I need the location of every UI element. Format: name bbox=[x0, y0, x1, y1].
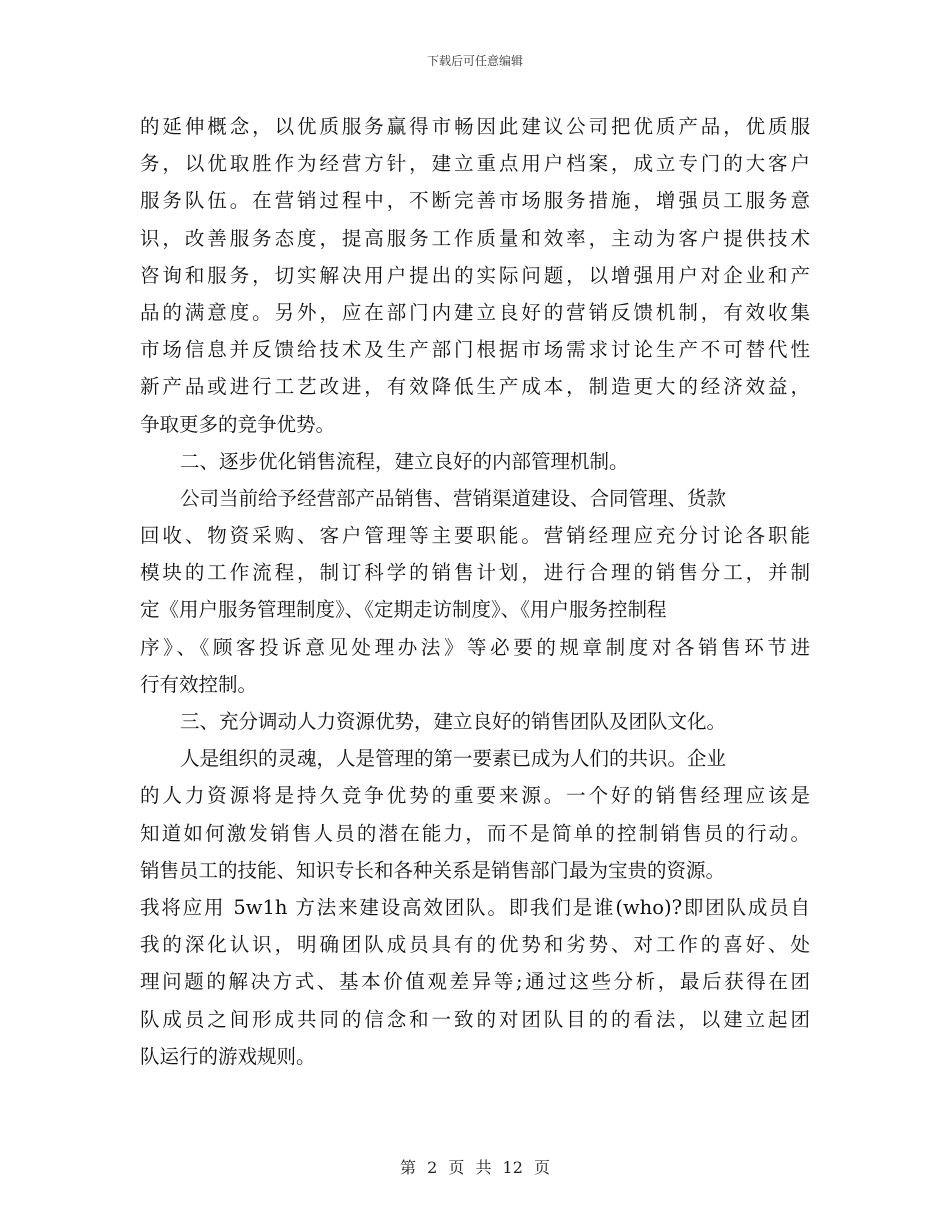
text-line: 队运行的游戏规则。 bbox=[140, 1044, 316, 1068]
page-footer: 第 2 页 共 12 页 bbox=[400, 1158, 550, 1177]
text-line: 定《用户服务管理制度》、《定期走访制度》、《用户服务控制程 bbox=[140, 598, 667, 622]
text-line: 我的深化认识，明确团队成员具有的优势和劣势、对工作的喜好、处 bbox=[140, 933, 810, 957]
text-line: 的人力资源将是持久竞争优势的重要来源。一个好的销售经理应该是 bbox=[140, 784, 810, 808]
text-line: 行有效控制。 bbox=[140, 672, 258, 696]
text-line: 知道如何激发销售人员的潜在能力，而不是简单的控制销售员的行动。 bbox=[140, 821, 810, 845]
text-line: 队成员之间形成共同的信念和一致的对团队目的的看法，以建立起团 bbox=[140, 1007, 810, 1031]
document-body bbox=[140, 108, 810, 1075]
text-line: 模块的工作流程，制订科学的销售计划，进行合理的销售分工，并制 bbox=[140, 561, 810, 585]
text-line: 的延伸概念，以优质服务赢得市畅因此建议公司把优质产品，优质服 bbox=[140, 115, 810, 138]
page-header: 下载后可任意编辑 bbox=[426, 54, 523, 68]
text-line: 品的满意度。另外，应在部门内建立良好的营销反馈机制，有效收集 bbox=[140, 300, 810, 324]
text-line: 争取更多的竞争优势。 bbox=[140, 412, 336, 436]
text-line: 理问题的解决方式、基本价值观差异等;通过这些分析，最后获得在团 bbox=[140, 970, 810, 994]
text-line: 销售员工的技能、知识专长和各种关系是销售部门最为宝贵的资源。 bbox=[140, 858, 726, 882]
text-line: 新产品或进行工艺改进，有效降低生产成本，制造更大的经济效益， bbox=[140, 375, 810, 399]
text-line: 识，改善服务态度，提高服务工作质量和效率，主动为客户提供技术 bbox=[140, 226, 810, 250]
text-line: 人是组织的灵魂，人是管理的第一要素已成为人们的共识。企业 bbox=[180, 747, 727, 771]
text-line: 我将应用 5w1h 方法来建设高效团队。即我们是谁(who)?即团队成员自 bbox=[140, 895, 810, 919]
text-line: 务，以优取胜作为经营方针，建立重点用户档案，成立专门的大客户 bbox=[140, 152, 810, 176]
text-line: 公司当前给予经营部产品销售、营销渠道建设、合同管理、货款 bbox=[180, 486, 727, 510]
text-line: 咨询和服务，切实解决用户提出的实际问题，以增强用户对企业和产 bbox=[140, 263, 810, 287]
section-heading: 三、充分调动人力资源优势，建立良好的销售团队及团队文化。 bbox=[180, 710, 727, 733]
text-line: 市场信息并反馈给技术及生产部门根据市场需求讨论生产不可替代性 bbox=[140, 338, 810, 362]
text-line: 服务队伍。在营销过程中，不断完善市场服务措施，增强员工服务意 bbox=[140, 189, 810, 213]
text-line: 序》、《顾客投诉意见处理办法》等必要的规章制度对各销售环节进 bbox=[140, 635, 810, 659]
section-heading: 二、逐步优化销售流程，建立良好的内部管理机制。 bbox=[180, 449, 629, 473]
text-line: 回收、物资采购、客户管理等主要职能。营销经理应充分讨论各职能 bbox=[140, 524, 810, 548]
